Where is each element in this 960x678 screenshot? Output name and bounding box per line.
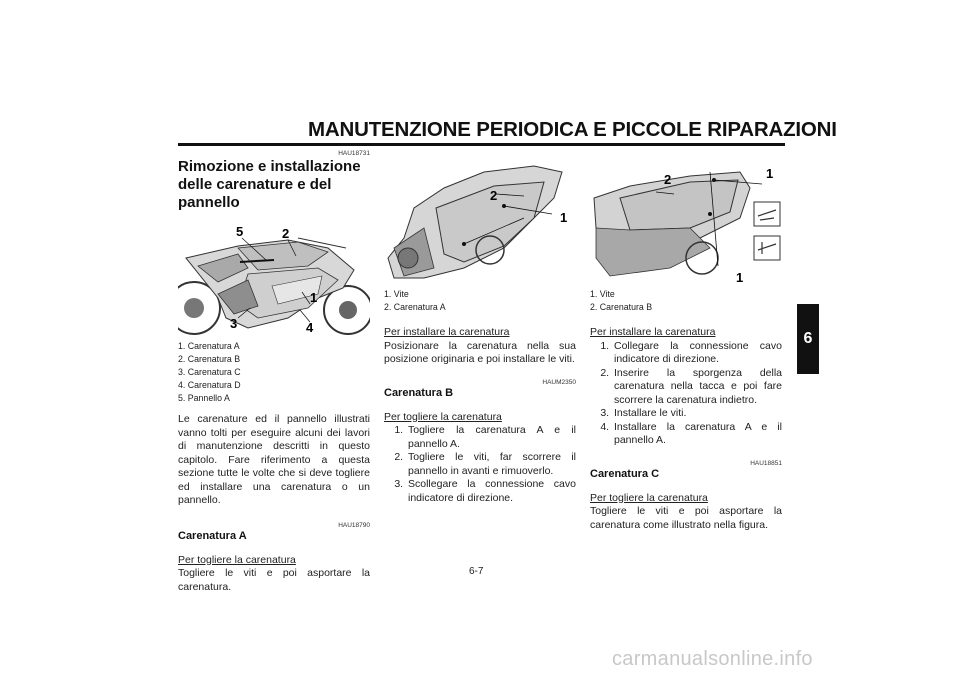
step-item: 3. Scollegare la connessione cavo indicatore di direzione. — [406, 478, 576, 505]
page-number: 6-7 — [469, 566, 484, 577]
caption-item: 2. Carenatura A — [384, 302, 446, 312]
step-item: 1. Togliere la carenatura A e il pannello A. — [406, 424, 576, 451]
header-rule — [178, 143, 785, 146]
figure-fairing-b-install — [590, 158, 782, 284]
remove-title: Per togliere la carenatura — [178, 553, 296, 566]
caption-item: 5. Pannello A — [178, 393, 230, 403]
column-1 — [178, 150, 370, 594]
step-item: 1. Collegare la connessione cavo indicatore di direzione. — [612, 340, 782, 367]
caption-item: 1. Vite — [384, 289, 409, 299]
figure-number-4: 4 — [306, 320, 314, 335]
install-title: Per installare la carenatura — [384, 326, 510, 338]
reference-code: HAUM2350 — [542, 378, 576, 386]
caption-item: 2. Carenatura B — [590, 302, 653, 312]
install-title: Per installare la carenatura — [590, 326, 716, 338]
figure-motorcycle-fairings — [178, 218, 370, 336]
intro-paragraph: Le carenature ed il pannello illustrati vanno tolti per eseguire alcuni dei lavori di manutenzione descritti in questo capitolo. Fare riferimento a questa sezione tutte le volte che si deve togliere ed installare una carenatura o un pannello. — [178, 413, 370, 506]
install-steps — [590, 340, 782, 448]
reference-code: HAU18731 — [338, 150, 370, 157]
subheading-carenatura-b: Carenatura B — [384, 386, 454, 399]
reference-code: HAU18851 — [750, 459, 782, 467]
remove-title: Per togliere la carenatura — [590, 491, 708, 504]
figure-number-1: 1 — [766, 166, 774, 181]
caption-item: 1. Carenatura A — [178, 341, 240, 351]
figure-fairing-b-screws — [384, 158, 576, 284]
step-item: 2. Togliere le viti, far scorrere il pannello in avanti e rimuoverlo. — [406, 451, 576, 478]
figure-number-1: 1 — [560, 210, 568, 225]
remove-text: Togliere le viti e poi asportare la carenatura. — [178, 567, 370, 593]
watermark-text: carmanualsonline.info — [612, 648, 813, 670]
remove-text: Togliere le viti e poi asportare la carenatura come illustrato nella figura. — [590, 505, 782, 531]
figure-number-1: 1 — [736, 270, 744, 284]
step-item: 2. Inserire la sporgenza della carenatura nella tacca e poi fare scorrere la carenatura indietro. — [612, 367, 782, 408]
subheading-carenatura-c: Carenatura C — [590, 467, 660, 480]
chapter-tab: 6 — [797, 304, 819, 374]
remove-title: Per togliere la carenatura — [384, 410, 502, 423]
section-heading: Rimozione e installazione delle carenature e del pannello — [178, 158, 361, 211]
page-header-title: MANUTENZIONE PERIODICA E PICCOLE RIPARAZIONI — [308, 118, 837, 141]
figure-number-3: 3 — [230, 316, 238, 331]
figure-number-2: 2 — [282, 226, 290, 241]
subheading-carenatura-a: Carenatura A — [178, 529, 247, 542]
figure-number-2: 2 — [490, 188, 498, 203]
caption-item: 4. Carenatura D — [178, 380, 241, 390]
step-item: 3. Installare le viti. — [612, 407, 782, 421]
caption-item: 2. Carenatura B — [178, 354, 241, 364]
column-3 — [590, 150, 782, 532]
column-2 — [384, 150, 576, 505]
install-text: Posizionare la carenatura nella sua posizione originaria e poi installare le viti. — [384, 339, 576, 365]
remove-steps — [384, 424, 576, 505]
caption-item: 3. Carenatura C — [178, 367, 241, 377]
figure-number-5: 5 — [236, 224, 244, 239]
figure-number-2: 2 — [664, 172, 672, 187]
caption-item: 1. Vite — [590, 289, 615, 299]
figure-number-1: 1 — [310, 290, 318, 305]
reference-code: HAU18790 — [338, 521, 370, 529]
step-item: 4. Installare la carenatura A e il pannello A. — [612, 421, 782, 448]
